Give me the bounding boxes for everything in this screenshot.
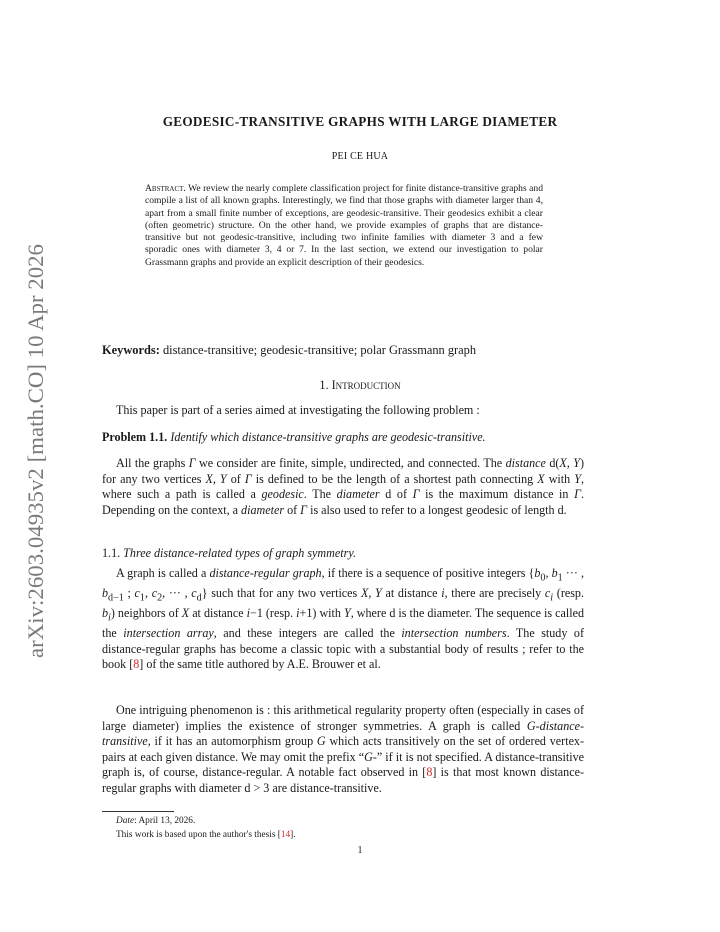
section-number: 1. [319,378,329,392]
citation-link[interactable]: 8 [426,765,433,780]
paragraph-distance-regular: A graph is called a distance-regular graph, if there is a sequence of positive integers {$b_0$, $b_1$ ··· , $b_{d-1}$ ; $c_1$, $c_2$, ··· , $c_d$} such that for any two vertices X, Y at distance i, there are precisely $c_i$ (resp. $b_i$) neighbors of X at distance i−1 (resp. i+1) with Y, where d is the diameter. The sequence is called the intersection array, and these integers are called the intersection numbers. The study of distance-regular graphs has become a classic topic with a substantial body of results ; refer to the book [8] of the same title authored by A.E. Brouwer et al. [102,566,585,672]
subsection-number: 1.1. [102,546,121,560]
footnote-date [102,815,584,828]
arxiv-sidebar-stamp [8,240,56,660]
paper-title: GEODESIC-TRANSITIVE GRAPHS WITH LARGE DIAMETER [162,114,558,129]
problem-text: Identify which distance-transitive graphs are geodesic-transitive. [170,430,486,444]
footnote-rule [102,811,174,812]
keywords [102,343,622,358]
thesis-note: This work is based upon the author's thesis [116,830,276,840]
keywords-label: Keywords: [102,343,160,357]
paragraph-phenomenon: One intriguing phenomenon is : this arithmetical regularity property often (especially in cases of large diameter) implies the existence of stronger symmetries. A graph is called G-distance-transitive, if it has an automorphism group G which acts transitively on the set of ordered vertex-pairs at each given distance. We may omit the prefix “G-” if it is not specified. A distance-transitive graph is, of course, distance-regular. A notable fact observed in [8] is that most known distance-regular graphs with diameter d > 3 are distance-transitive. [102,703,585,795]
arxiv-identifier: arXiv:2603.04935v2 [math.CO] 10 Apr 2026 [23,250,48,658]
page-number: 1 [357,845,363,856]
problem-statement [102,430,584,446]
abstract-text: We review the nearly complete classification project for finite distance-transitive graphs and compile a list of all known graphs. Interestingly, we find that those graphs with diameter larger than 4, apart from a small finite number of exceptions, are geodesic-transitive. Their geodesics exhibit a clear (often geometric) structure. On the other hand, we provide examples of graphs that are distance-transitive but not geodesic-transitive, including two infinite families with diameter 3 and a few sporadic ones with diameter 3, 4 or 7. In the last section, we extend our investigation to polar Grassmann graphs and provide an explicit description of their geodesics. [145,183,543,268]
intro-paragraph: This paper is part of a series aimed at investigating the following problem : [116,403,480,417]
footnote-thesis: This work is based upon the author's thesis [14]. [116,830,296,840]
section-title: Introduction [331,378,401,392]
subsection-heading [102,546,584,562]
citation-link[interactable]: 14 [280,830,291,840]
subsection-title: Three distance-related types of graph symmetry. [123,546,357,560]
citation-link[interactable]: 8 [133,657,140,672]
abstract-label: Abstract. [145,183,186,194]
author-name: PEI CE HUA [331,151,389,162]
section-heading [0,378,720,393]
date-value: : April 13, 2026. [134,816,196,826]
paragraph-graphs: All the graphs Γ we consider are finite, simple, undirected, and connected. The distance d(X, Y) for any two vertices X, Y of Γ is defined to be the length of a shortest path connecting X with Y, where such a path is called a geodesic. The diameter d of Γ is the maximum distance in Γ. Depending on the context, a diameter of Γ is also used to refer to a longest geodesic of length d. [102,456,585,517]
abstract [145,183,543,269]
keywords-text: distance-transitive; geodesic-transitive; polar Grassmann graph [162,343,477,357]
date-label: Date [116,816,135,826]
problem-label: Problem 1.1. [102,430,168,444]
